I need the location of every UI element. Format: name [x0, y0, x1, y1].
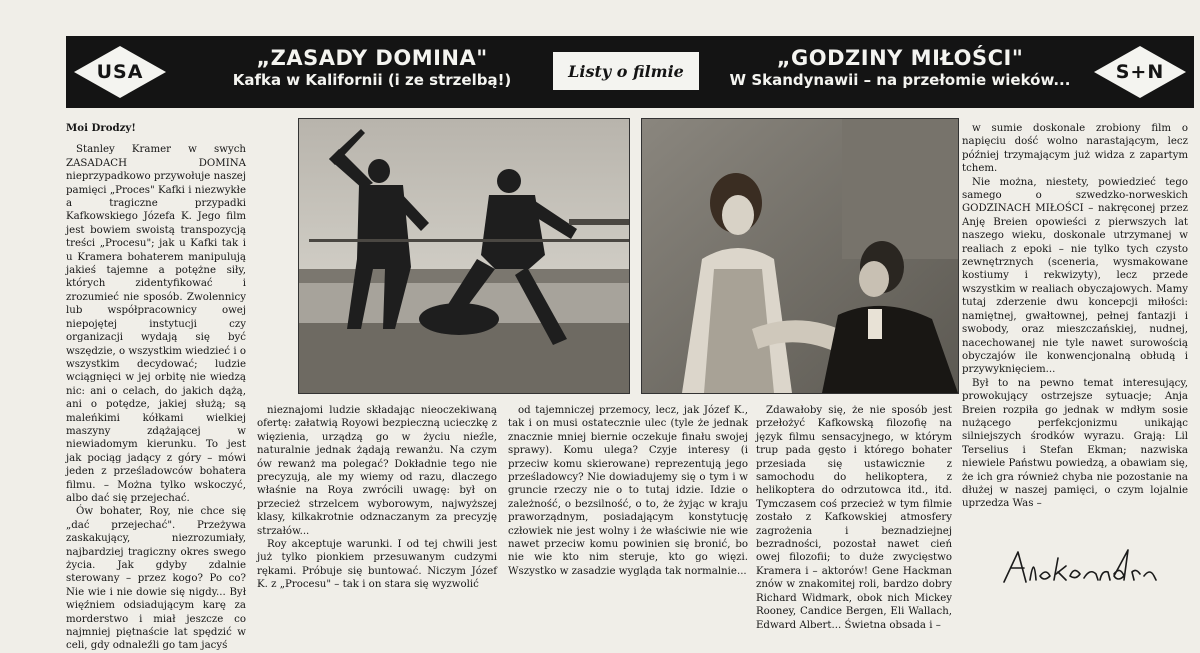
usa-badge [72, 44, 168, 100]
paragraph: od tajemniczej przemocy, lecz, jak Józef K., tak i on musi ostatecznie ulec (tyle że jednak znacznie mniej biernie oczekuje finału swojej sprawy). Komu ulega? Czyje interesy (i przeciw komu skierowane) reprezentują jego prześladowcy? Nie dowiadujemy się o tym i w gruncie rzeczy nie o to tutaj idzie. Idzie o zależność, o bezsilność, o to, że żyjąc w kraju praworządnym, posiadającym konstytucję człowiek nie jest wolny i że właściwie nie wie nawet przeciw komu powinien się bronić, bo nie wie kto nim steruje, kto go więzi. Wszystko w zasadzie wygląda tak normalnie... [508, 405, 748, 577]
paragraph: Zdawałoby się, że nie sposób jest przełożyć Kafkowską filozofię na język filmu sensacyjnego, w którym trup pada gęsto i którego bohater przesiada się ustawicznie z samochodu do helikoptera, z helikoptera do odrzutowca itd., itd. Tymczasem coś przecież w tym filmie zostało z Kafkowskiej atmosfery zagrożenia i beznadziejnej bezradności, pozostał nawet cień owej filozofii; to duże zwycięstwo Kramera i – aktorów! Gene Hackman znów w znakomitej roli, bardzo dobry Richard Widmark, obok nich Mickey Rooney, Candice Bergen, Eli Wallach, Edward Albert... Świetna obsada i – [756, 405, 952, 631]
film-still-right [641, 118, 959, 394]
article-column-3 [508, 404, 748, 594]
photo-fight-scene-icon [299, 119, 629, 393]
right-film-subtitle: W Skandynawii – na przełomie wieków... [729, 71, 1071, 89]
paragraph: Ów bohater, Roy, nie chce się „dać przejechać". Przeżywa zaskakujący, niezrozumiały, najbardziej tragiczny okres swego życia. Jak gdyby zdalnie sterowany – przez kogo? Po co? Nie wie i nie dowie się nigdy... Był więźniem odsiadującym karę za morderstwo i miał jeszcze co najmniej piętnaście lat spędzić w celi, gdy odnaleźli go tam jacyś [66, 506, 246, 652]
left-film-title: „ZASADY DOMINA" [256, 46, 488, 70]
article-column-1 [66, 122, 246, 652]
paragraph: w sumie doskonale zrobiony film o napięciu dość wolno narastającym, lecz później trzymającym już widza z zapartym tchem. [962, 123, 1188, 175]
section-label: Listy o filmie [553, 52, 699, 90]
article-column-4 [756, 404, 952, 631]
sn-badge-label: S+N [1115, 61, 1165, 83]
greeting: Moi Drodzy! [66, 122, 136, 134]
paragraph: Był to na pewno temat interesujący, prowokujący ostrzejsze sytuacje; Anja Breien rozpiła go jednak w mdłym sosie nużącego perfekcjonizmu unikając silniejszych środków wyrazu. Grają: Lil Terselius i Stefan Ekman; nazwiska niewiele Państwu powiedzą, a obawiam się, że ich gra również chyba nie pozostanie na dłużej w naszej pamięci, o czym lojalnie uprzedza Was – [962, 377, 1188, 510]
photo-couple-scene-icon [642, 119, 958, 393]
article-column-2 [257, 404, 497, 594]
author-signature [1000, 546, 1160, 588]
left-film-subtitle: Kafka w Kalifornii (i ze strzelbą!) [232, 71, 512, 89]
handwritten-signature-icon [1000, 546, 1160, 588]
right-title-block [710, 46, 1090, 90]
paragraph: Roy akceptuje warunki. I od tej chwili jest już tylko pionkiem przesuwanym cudzymi rękami. Próbuje się buntować. Niczym Józef K. z „Procesu" – tak i on stara się wyzwolić [257, 539, 497, 591]
usa-badge-label: USA [96, 61, 144, 83]
sn-badge [1092, 44, 1188, 100]
right-film-title: „GODZINY MIŁOŚCI" [776, 46, 1024, 70]
header-band [66, 36, 1194, 108]
paragraph: nieznajomi ludzie składając nieoczekiwaną ofertę: załatwią Royowi bezpieczną ucieczkę z więzienia, urządzą go w życiu nieźle, naturalnie jednak żądają rewanżu. Na czym ów rewanż ma polegać? Dokładnie tego nie precyzują, ale my wiemy od razu, dlaczego właśnie na Roya zwrócili uwagę: był on przecież strzelcem wyborowym, najwyższej klasy, kilkakrotnie odznaczanym za precyzję strzałów... [257, 405, 497, 537]
article-column-5 [962, 122, 1188, 597]
paragraph: Nie można, niestety, powiedzieć tego samego o szwedzko-norweskich GODZINACH MIŁOŚCI – nakręconej przez Anję Breien opowieści z pierwszych lat naszego wieku, doskonale utrzymanej w realiach z epoki – nie tylko tych czysto zewnętrznych (sceneria, wysmakowane kostiumy i rekwizyty), lecz przede wszystkim w realiach obyczajowych. Mamy tutaj zderzenie dwu koncepcji miłości: namiętnej, gwałtownej, pełnej fantazji i swobody, oraz mieszczańskiej, nudnej, nacechowanej nie tyle nawet surowością obyczajów ile konwencjonalną obłudą i przywyknięciem... [962, 176, 1188, 376]
paragraph: Stanley Kramer w swych ZASADACH DOMINA nieprzypadkowo przywołuje naszej pamięci „Proces" Kafki i niezwykłe a tragiczne przypadki Kafkowskiego Józefa K. Jego film jest bowiem swoistą transpozycją treści „Procesu"; jak u Kafki tak i u Kramera bohaterem manipulują jakieś tajemne a potężne siły, których zidentyfikować i zrozumieć nie sposób. Zwolennicy lub współpracownicy owej niepojętej instytucji czy organizacji wydają się być wszędzie, o wszystkim wiedzieć i o wszystkim decydować; ludzie wciągnięci w jej orbitę nie wiedzą nic: ani o celach, do jakich dążą, ani o potędze, jakiej służą; są maleńkimi kółkami wielkiej maszyny zdążającej w niewiadomym kierunku. To jest jak pociąg jadący z góry – mówi jeden z prześladowców bohatera filmu. – Można tylko wskoczyć, albo dać się przejechać. [66, 144, 246, 504]
film-still-left [298, 118, 630, 394]
left-title-block [182, 46, 562, 90]
